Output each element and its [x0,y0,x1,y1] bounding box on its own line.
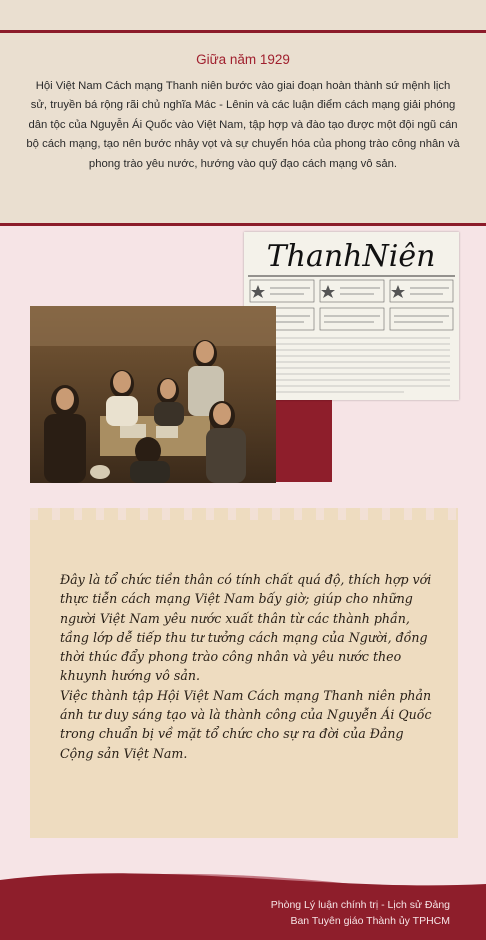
meeting-painting-image [30,306,276,483]
quote-paragraph-2: Việc thành tập Hội Việt Nam Cách mạng Thanh niên phản ánh tư duy sáng tạo và là thành công của Nguyễn Ái Quốc trong chuẩn bị về mặt tổ chức cho sự ra đời của Đảng Cộng sản Việt Nam. [60,687,432,761]
note-torn-edge [30,506,458,520]
quote-text [60,570,436,763]
header-top-rule [0,30,486,33]
newspaper-masthead: ThanhNiên [266,239,436,274]
quote-paragraph-1: Đây là tổ chức tiền thân có tính chất quá độ, thích hợp với thực tiễn cách mạng Việt Nam bấy giờ; giúp cho những người Việt Nam yêu nước xuất thân từ các thành phần, tầng lớp dễ tiếp thu tư tưởng cách mạng của Người, đồng thời thúc đẩy phong trào công nhân và yêu nước theo khuynh hướng vô sản. [60,572,432,684]
header-body: Hội Việt Nam Cách mạng Thanh niên bước vào giai đoạn hoàn thành sứ mệnh lịch sử, truyền bá rộng rãi chủ nghĩa Mác - Lênin và các luận điểm cách mạng giải phóng dân tộc của Nguyễn Ái Quốc vào Việt Nam, tập hợp và đào tạo được một đội ngũ cán bộ cách mạng, tạo nên bước nhảy vọt và sự chuyển hóa của phong trào công nhân và phong trào yêu nước, hướng vào quỹ đạo cách mạng vô sản. [26,80,460,170]
footer-credit [271,898,450,929]
footer-credit-line-1: Phòng Lý luận chính trị - Lịch sử Đảng [270,899,450,911]
thanh-nien-newspaper-image [244,232,459,400]
meeting-painting-illustration [30,306,276,483]
header-title: Giữa năm 1929 [196,52,290,67]
footer-credit-line-2: Ban Tuyên giáo Thành ủy TPHCM [290,914,450,927]
header-bottom-rule [0,223,486,226]
newspaper-illustration [244,232,459,400]
